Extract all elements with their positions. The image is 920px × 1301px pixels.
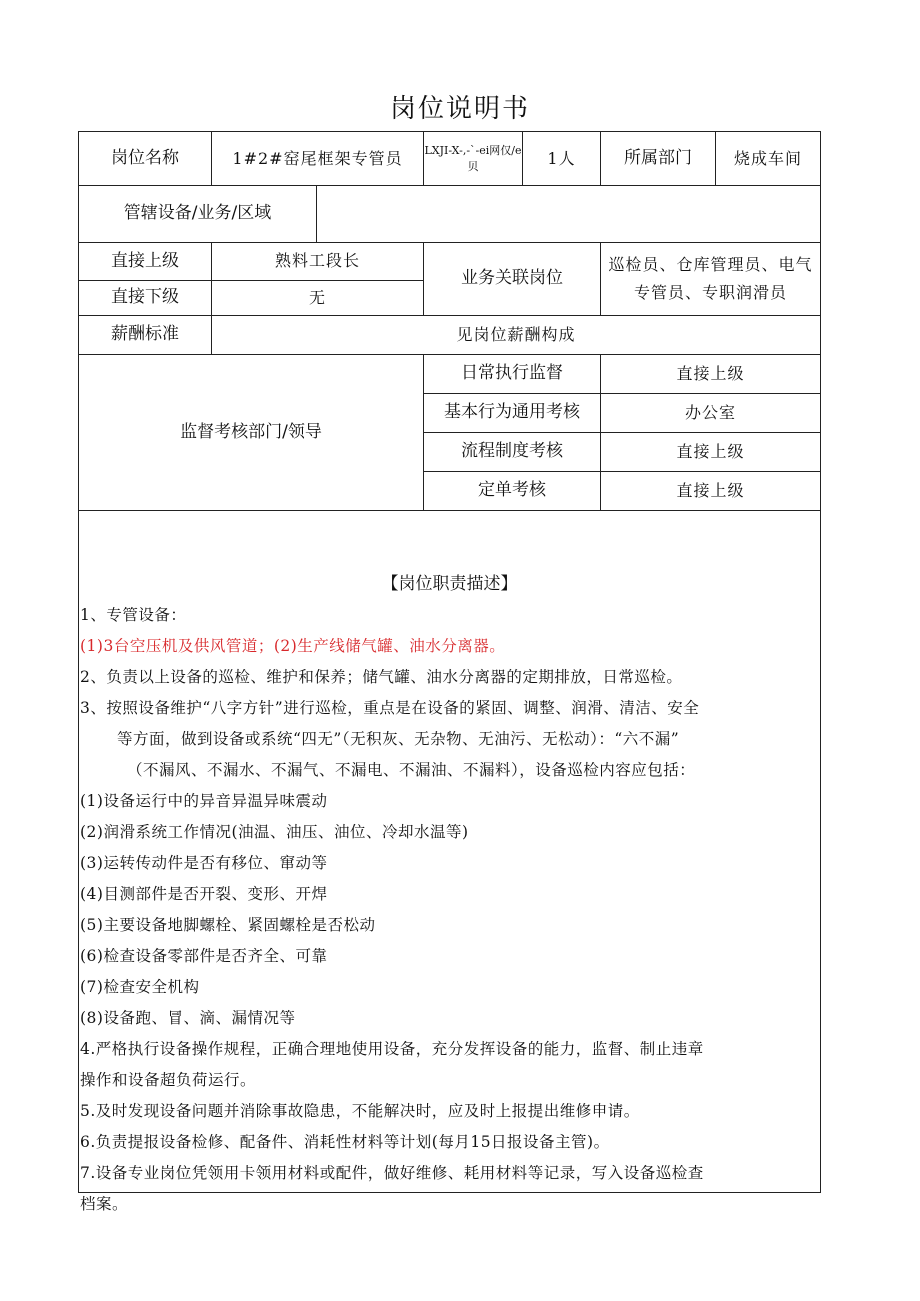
supervision-dept: 直接上级 bbox=[676, 363, 745, 383]
related-posts-value: 巡检员、仓库管理员、电气专管员、专职润滑员 bbox=[608, 255, 813, 302]
duty-line: (1)设备运行中的异音异温异味震动 bbox=[80, 792, 328, 810]
job-description-table bbox=[78, 131, 821, 1213]
superior-value: 熟料工段长 bbox=[274, 251, 360, 271]
supervision-item: 基本行为通用考核 bbox=[444, 402, 580, 423]
department-label: 所属部门 bbox=[624, 148, 692, 169]
duty-line: (5)主要设备地脚螺栓、紧固螺栓是否松动 bbox=[80, 916, 376, 934]
duty-line: (7)检查安全机构 bbox=[80, 978, 200, 996]
department-value: 烧成车间 bbox=[733, 148, 802, 168]
duties-heading: 【岗位职责描述】 bbox=[381, 574, 518, 594]
row-divider bbox=[79, 510, 820, 511]
duty-line: (8)设备跑、冒、滴、漏情况等 bbox=[80, 1009, 296, 1027]
duty-line: 3、按照设备维护“八字方针”进行巡检，重点是在设备的紧固、调整、润滑、清洁、安全 bbox=[80, 699, 700, 717]
salary-label: 薪酬标准 bbox=[111, 324, 179, 345]
post-name-label: 岗位名称 bbox=[111, 148, 179, 169]
related-posts-label: 业务关联岗位 bbox=[461, 268, 563, 289]
duty-line: (6)检查设备零部件是否齐全、可靠 bbox=[80, 947, 328, 965]
duty-line: 7.设备专业岗位凭领用卡领用材料或配件，做好维修、耗用材料等记录，写入设备巡检查 bbox=[80, 1164, 704, 1182]
duty-line: (2)润滑系统工作情况(油温、油压、油位、冷却水温等) bbox=[80, 823, 469, 841]
duty-line: （不漏风、不漏水、不漏气、不漏电、不漏油、不漏料），设备巡检内容应包括： bbox=[127, 761, 696, 779]
duties-section bbox=[79, 541, 820, 1220]
supervision-label: 监督考核部门/领导 bbox=[180, 421, 322, 442]
duty-line-highlight: (1)3台空压机及供风管道；(2)生产线储气罐、油水分离器。 bbox=[80, 637, 506, 655]
duty-line: 6.负责提报设备检修、配备件、消耗性材料等计划(每月15日报设备主管)。 bbox=[80, 1133, 610, 1151]
supervision-item: 日常执行监督 bbox=[461, 363, 563, 384]
superior-label: 直接上级 bbox=[111, 250, 179, 271]
duty-line: 4.严格执行设备操作规程，正确合理地使用设备，充分发挥设备的能力，监督、制止违章 bbox=[80, 1040, 704, 1058]
supervision-item: 流程制度考核 bbox=[461, 441, 563, 462]
managed-scope-value bbox=[317, 185, 820, 242]
post-name-value: 1#2#窑尾框架专管员 bbox=[232, 148, 403, 168]
duty-line: 2、负责以上设备的巡检、维护和保养；储气罐、油水分离器的定期排放，日常巡检。 bbox=[80, 668, 683, 686]
document-title: 岗位说明书 bbox=[389, 94, 530, 124]
subordinate-label: 直接下级 bbox=[111, 287, 179, 308]
duty-line: (4)目测部件是否开裂、变形、开焊 bbox=[80, 885, 328, 903]
supervision-dept: 直接上级 bbox=[676, 441, 745, 461]
staff-count-value: 1人 bbox=[547, 148, 576, 168]
supervision-dept: 直接上级 bbox=[676, 480, 745, 500]
supervision-dept: 办公室 bbox=[684, 402, 736, 422]
salary-value: 见岗位薪酬构成 bbox=[456, 324, 576, 344]
duty-line: 5.及时发现设备问题并消除事故隐患，不能解决时，应及时上报提出维修申请。 bbox=[80, 1102, 640, 1120]
staff-count-label: LXJI-X-,-`-ei网仅/e贝 bbox=[424, 143, 522, 173]
supervision-item: 定单考核 bbox=[478, 480, 546, 501]
duty-line: 1、专管设备： bbox=[80, 606, 187, 624]
duty-line: 等方面，做到设备或系统“四无”（无积灰、无杂物、无油污、无松动）：“六不漏” bbox=[117, 730, 680, 748]
managed-scope-label: 管辖设备/业务/区域 bbox=[123, 203, 272, 224]
duty-line: 档案。 bbox=[80, 1195, 129, 1213]
subordinate-value: 无 bbox=[308, 287, 326, 307]
duty-line: (3)运转传动件是否有移位、窜动等 bbox=[80, 854, 328, 872]
duty-line: 操作和设备超负荷运行。 bbox=[80, 1071, 257, 1089]
